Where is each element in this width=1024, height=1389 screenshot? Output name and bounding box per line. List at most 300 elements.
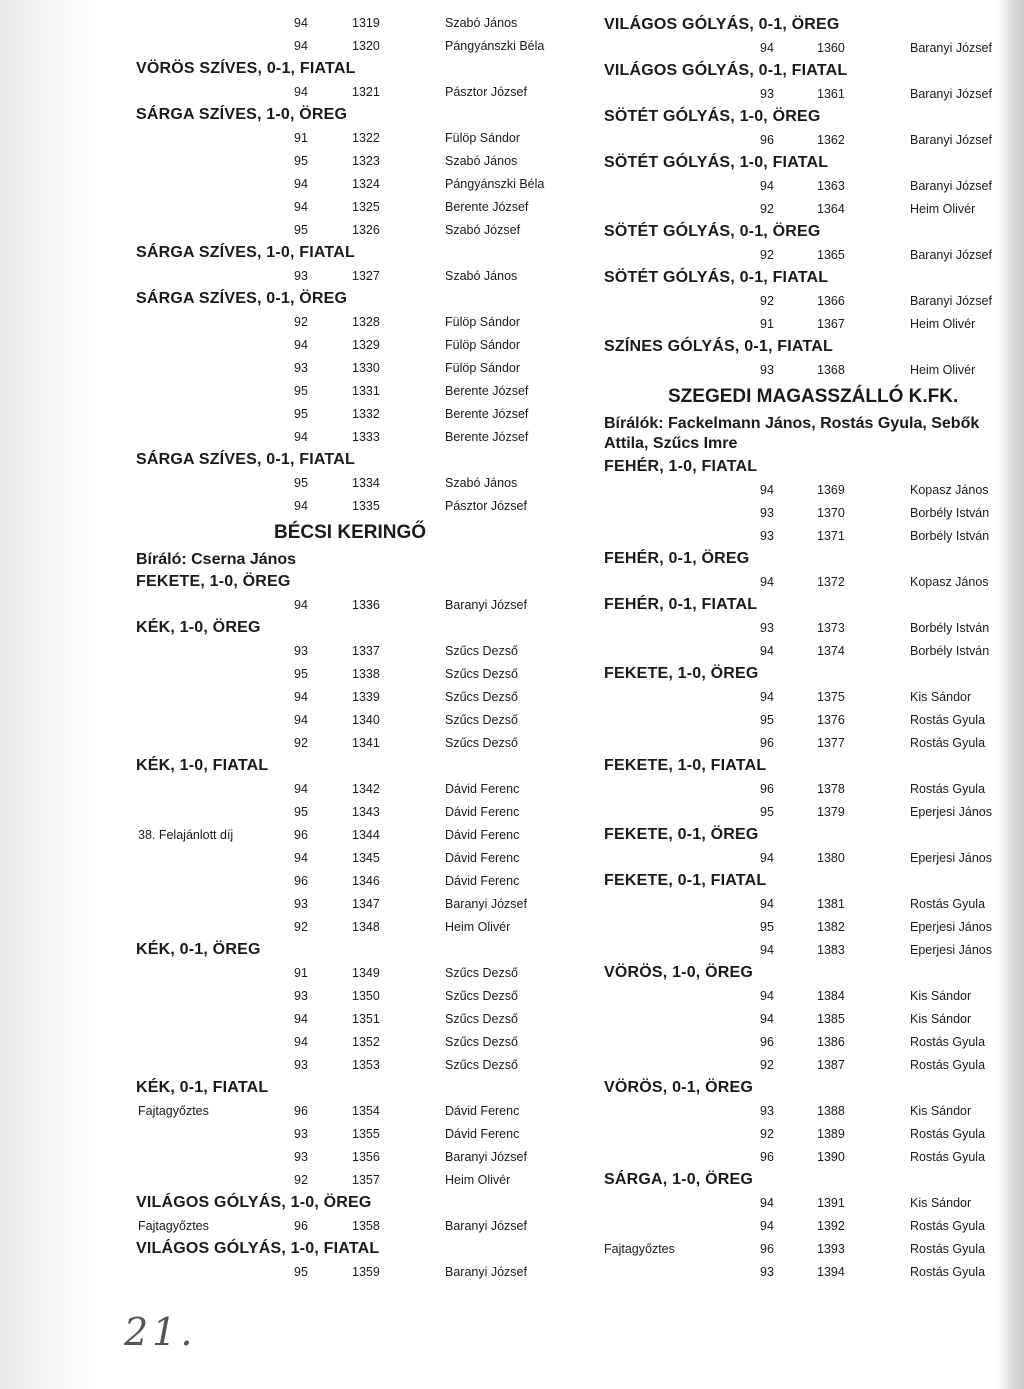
entry-score: 95 <box>294 154 308 168</box>
entry-row <box>604 1058 1004 1074</box>
category-heading: KÉK, 1-0, ÖREG <box>136 619 261 636</box>
category-heading: VÖRÖS SZÍVES, 0-1, FIATAL <box>136 60 356 77</box>
handwritten-page-number: 21. <box>124 1310 197 1354</box>
entry-row <box>136 1104 586 1120</box>
entry-number: 1348 <box>352 920 380 934</box>
category-heading: SÁRGA SZÍVES, 0-1, FIATAL <box>136 451 355 468</box>
entry-owner: Pángyánszki Béla <box>445 39 545 53</box>
entry-owner: Borbély István <box>910 529 990 543</box>
entry-row <box>136 16 586 32</box>
category-heading: FEKETE, 0-1, FIATAL <box>604 872 767 889</box>
entry-number: 1363 <box>817 179 845 193</box>
entry-score: 93 <box>294 989 308 1003</box>
entry-number: 1321 <box>352 85 380 99</box>
entry-owner: Dávid Ferenc <box>445 1104 520 1118</box>
entry-number: 1344 <box>352 828 380 842</box>
entry-owner: Baranyi József <box>445 1265 527 1279</box>
entry-score: 94 <box>760 1012 774 1026</box>
entry-owner: Szűcs Dezső <box>445 690 518 704</box>
entry-row <box>604 133 1004 149</box>
entry-number: 1329 <box>352 338 380 352</box>
entry-row <box>604 1242 1004 1258</box>
judges-line: Bírálók: Fackelmann János, Rostás Gyula, Sebők Attila, Szűcs Imre <box>604 415 980 452</box>
category-heading: VILÁGOS GÓLYÁS, 1-0, FIATAL <box>136 1240 380 1257</box>
entry-row <box>604 529 1004 545</box>
entry-owner: Szűcs Dezső <box>445 644 518 658</box>
entry-number: 1357 <box>352 1173 380 1187</box>
entry-score: 92 <box>294 736 308 750</box>
entry-score: 91 <box>294 131 308 145</box>
entry-score: 93 <box>760 87 774 101</box>
entry-number: 1356 <box>352 1150 380 1164</box>
entry-owner: Baranyi József <box>910 87 992 101</box>
entry-number: 1334 <box>352 476 380 490</box>
entry-owner: Heim Olivér <box>445 1173 511 1187</box>
entry-score: 93 <box>294 644 308 658</box>
entry-owner: Baranyi József <box>910 133 992 147</box>
entry-score: 91 <box>760 317 774 331</box>
entry-score: 94 <box>294 39 308 53</box>
entry-score: 91 <box>294 966 308 980</box>
entry-score: 93 <box>294 897 308 911</box>
entry-owner: Borbély István <box>910 644 990 658</box>
entry-owner: Szűcs Dezső <box>445 1058 518 1072</box>
entry-note: 38. Felajánlott díj <box>138 828 234 842</box>
category-heading: VÖRÖS, 0-1, ÖREG <box>604 1079 754 1096</box>
entry-number: 1367 <box>817 317 845 331</box>
entry-owner: Baranyi József <box>445 897 527 911</box>
entry-row <box>136 223 586 239</box>
entry-score: 94 <box>760 41 774 55</box>
entry-score: 92 <box>294 1173 308 1187</box>
entry-owner: Pásztor József <box>445 499 527 513</box>
entry-number: 1331 <box>352 384 380 398</box>
entry-number: 1341 <box>352 736 380 750</box>
entry-score: 94 <box>760 644 774 658</box>
entry-row <box>136 966 586 982</box>
entry-row <box>604 202 1004 218</box>
entry-row <box>136 989 586 1005</box>
entry-score: 94 <box>760 690 774 704</box>
category-heading: SZÍNES GÓLYÁS, 0-1, FIATAL <box>604 338 833 355</box>
entry-owner: Heim Olivér <box>910 317 976 331</box>
entry-owner: Pásztor József <box>445 85 527 99</box>
entry-score: 92 <box>760 248 774 262</box>
entry-row <box>136 1058 586 1074</box>
entry-number: 1320 <box>352 39 380 53</box>
entry-row <box>136 1150 586 1166</box>
entry-row <box>136 1265 586 1281</box>
entry-number: 1365 <box>817 248 845 262</box>
entry-owner: Berente József <box>445 200 529 214</box>
entry-row <box>604 943 1004 959</box>
entry-number: 1377 <box>817 736 845 750</box>
entry-number: 1340 <box>352 713 380 727</box>
entry-owner: Baranyi József <box>910 179 992 193</box>
section-title: BÉCSI KERINGŐ <box>274 522 427 543</box>
binding-shadow-left <box>0 0 96 1389</box>
entry-score: 92 <box>760 202 774 216</box>
entry-score: 94 <box>760 575 774 589</box>
category-heading: VILÁGOS GÓLYÁS, 0-1, FIATAL <box>604 62 848 79</box>
entry-number: 1381 <box>817 897 845 911</box>
category-heading: VILÁGOS GÓLYÁS, 1-0, ÖREG <box>136 1194 372 1211</box>
entry-score: 93 <box>294 361 308 375</box>
entry-score: 96 <box>760 133 774 147</box>
entry-number: 1345 <box>352 851 380 865</box>
entry-row <box>136 407 586 423</box>
entry-owner: Borbély István <box>910 506 990 520</box>
entry-row <box>136 1219 586 1235</box>
entry-score: 93 <box>760 363 774 377</box>
entry-score: 94 <box>294 713 308 727</box>
entry-owner: Rostás Gyula <box>910 1035 986 1049</box>
judges-line: Bíráló: Cserna János <box>136 551 297 568</box>
entry-row <box>604 317 1004 333</box>
entry-number: 1391 <box>817 1196 845 1210</box>
entry-row <box>136 874 586 890</box>
category-heading: KÉK, 0-1, ÖREG <box>136 941 261 958</box>
entry-row <box>136 269 586 285</box>
entry-owner: Szabó József <box>445 223 521 237</box>
entry-score: 96 <box>294 828 308 842</box>
entry-score: 96 <box>294 1219 308 1233</box>
entry-owner: Dávid Ferenc <box>445 828 520 842</box>
entry-owner: Kis Sándor <box>910 1012 972 1026</box>
entry-number: 1378 <box>817 782 845 796</box>
entry-score: 92 <box>760 294 774 308</box>
category-heading: SÁRGA SZÍVES, 0-1, ÖREG <box>136 290 348 307</box>
category-heading: SÖTÉT GÓLYÁS, 1-0, FIATAL <box>604 154 829 171</box>
entry-number: 1323 <box>352 154 380 168</box>
entry-row <box>604 41 1004 57</box>
entry-number: 1358 <box>352 1219 380 1233</box>
entry-score: 96 <box>760 736 774 750</box>
entry-score: 96 <box>760 1150 774 1164</box>
entry-score: 94 <box>294 177 308 191</box>
entry-owner: Heim Olivér <box>910 363 976 377</box>
entry-score: 94 <box>760 1196 774 1210</box>
entry-score: 94 <box>294 598 308 612</box>
category-heading: SÁRGA, 1-0, ÖREG <box>604 1171 754 1188</box>
entry-owner: Szabó János <box>445 16 518 30</box>
entry-row <box>604 805 1004 821</box>
entry-owner: Fülöp Sándor <box>445 338 521 352</box>
entry-number: 1328 <box>352 315 380 329</box>
entry-row <box>136 338 586 354</box>
entry-owner: Szűcs Dezső <box>445 713 518 727</box>
entry-row <box>136 430 586 446</box>
entry-score: 94 <box>294 851 308 865</box>
entry-note: Fajtagyőztes <box>138 1104 209 1118</box>
entry-number: 1393 <box>817 1242 845 1256</box>
entry-number: 1368 <box>817 363 845 377</box>
entry-number: 1351 <box>352 1012 380 1026</box>
entry-number: 1350 <box>352 989 380 1003</box>
entry-score: 92 <box>294 920 308 934</box>
category-heading: KÉK, 0-1, FIATAL <box>136 1079 269 1096</box>
entry-score: 95 <box>760 713 774 727</box>
entry-row <box>136 499 586 515</box>
entry-row <box>136 154 586 170</box>
entry-owner: Pángyánszki Béla <box>445 177 545 191</box>
entry-owner: Szűcs Dezső <box>445 966 518 980</box>
entry-row <box>136 177 586 193</box>
entry-owner: Rostás Gyula <box>910 1150 986 1164</box>
entry-row <box>604 1150 1004 1166</box>
entry-number: 1384 <box>817 989 845 1003</box>
entry-row <box>136 1012 586 1028</box>
entry-number: 1389 <box>817 1127 845 1141</box>
entry-number: 1330 <box>352 361 380 375</box>
entry-owner: Rostás Gyula <box>910 1058 986 1072</box>
entry-owner: Rostás Gyula <box>910 736 986 750</box>
entry-row <box>604 621 1004 637</box>
entry-number: 1333 <box>352 430 380 444</box>
entry-number: 1376 <box>817 713 845 727</box>
entry-score: 94 <box>760 179 774 193</box>
entry-number: 1375 <box>817 690 845 704</box>
entry-score: 92 <box>760 1058 774 1072</box>
entry-number: 1352 <box>352 1035 380 1049</box>
entry-row <box>136 1035 586 1051</box>
entry-number: 1338 <box>352 667 380 681</box>
entry-number: 1390 <box>817 1150 845 1164</box>
entry-number: 1319 <box>352 16 380 30</box>
entry-owner: Fülöp Sándor <box>445 361 521 375</box>
entry-number: 1366 <box>817 294 845 308</box>
entry-owner: Eperjesi János <box>910 805 992 819</box>
entry-score: 94 <box>294 338 308 352</box>
entry-owner: Szűcs Dezső <box>445 667 518 681</box>
entry-owner: Kis Sándor <box>910 1104 972 1118</box>
entry-number: 1359 <box>352 1265 380 1279</box>
entry-number: 1346 <box>352 874 380 888</box>
entry-row <box>136 85 586 101</box>
entry-row <box>136 920 586 936</box>
entry-number: 1380 <box>817 851 845 865</box>
entry-row <box>136 828 586 844</box>
entry-score: 96 <box>760 1035 774 1049</box>
entry-owner: Szabó János <box>445 154 518 168</box>
entry-owner: Dávid Ferenc <box>445 1127 520 1141</box>
entry-row <box>136 736 586 752</box>
entry-score: 94 <box>760 897 774 911</box>
entry-owner: Rostás Gyula <box>910 1265 986 1279</box>
entry-number: 1343 <box>352 805 380 819</box>
entry-row <box>136 39 586 55</box>
entry-score: 93 <box>760 1104 774 1118</box>
entry-owner: Berente József <box>445 384 529 398</box>
entry-score: 94 <box>294 430 308 444</box>
entry-row <box>604 248 1004 264</box>
entry-row <box>136 897 586 913</box>
entry-owner: Szabó János <box>445 269 518 283</box>
entry-note: Fajtagyőztes <box>604 1242 675 1256</box>
entry-score: 96 <box>294 874 308 888</box>
entry-owner: Eperjesi János <box>910 943 992 957</box>
entry-owner: Dávid Ferenc <box>445 805 520 819</box>
entry-score: 94 <box>294 499 308 513</box>
entry-score: 93 <box>294 1127 308 1141</box>
entry-number: 1324 <box>352 177 380 191</box>
entry-score: 95 <box>294 667 308 681</box>
entry-owner: Szűcs Dezső <box>445 1035 518 1049</box>
entry-number: 1326 <box>352 223 380 237</box>
entry-owner: Dávid Ferenc <box>445 851 520 865</box>
entry-score: 93 <box>760 621 774 635</box>
entry-row <box>136 1173 586 1189</box>
entry-row <box>604 690 1004 706</box>
entry-owner: Rostás Gyula <box>910 713 986 727</box>
entry-row <box>604 851 1004 867</box>
entry-row <box>604 1104 1004 1120</box>
entry-row <box>604 782 1004 798</box>
entry-score: 94 <box>294 200 308 214</box>
entry-score: 93 <box>294 1058 308 1072</box>
entry-number: 1337 <box>352 644 380 658</box>
entry-owner: Rostás Gyula <box>910 1242 986 1256</box>
entry-number: 1339 <box>352 690 380 704</box>
entry-owner: Rostás Gyula <box>910 1219 986 1233</box>
entry-number: 1355 <box>352 1127 380 1141</box>
entry-row <box>604 644 1004 660</box>
entry-owner: Baranyi József <box>910 41 992 55</box>
entry-owner: Baranyi József <box>445 598 527 612</box>
entry-row <box>136 805 586 821</box>
entry-score: 95 <box>294 1265 308 1279</box>
entry-row <box>604 363 1004 379</box>
entry-owner: Heim Olivér <box>910 202 976 216</box>
category-heading: FEHÉR, 0-1, FIATAL <box>604 596 758 613</box>
category-heading: SÖTÉT GÓLYÁS, 1-0, ÖREG <box>604 108 821 125</box>
entry-score: 94 <box>760 943 774 957</box>
entry-owner: Baranyi József <box>910 294 992 308</box>
entry-owner: Kopasz János <box>910 483 989 497</box>
entry-row <box>136 131 586 147</box>
entry-number: 1362 <box>817 133 845 147</box>
entry-row <box>136 644 586 660</box>
entry-score: 95 <box>294 223 308 237</box>
entry-number: 1364 <box>817 202 845 216</box>
entry-score: 93 <box>294 1150 308 1164</box>
entry-owner: Berente József <box>445 407 529 421</box>
entry-score: 94 <box>294 1012 308 1026</box>
entry-row <box>136 384 586 400</box>
category-heading: FEKETE, 1-0, FIATAL <box>604 757 767 774</box>
entry-row <box>604 713 1004 729</box>
entry-row <box>604 179 1004 195</box>
entry-owner: Berente József <box>445 430 529 444</box>
category-heading: FEHÉR, 1-0, FIATAL <box>604 458 758 475</box>
category-heading: VÖRÖS, 1-0, ÖREG <box>604 964 754 981</box>
entry-owner: Szűcs Dezső <box>445 989 518 1003</box>
entry-row <box>604 897 1004 913</box>
entry-number: 1383 <box>817 943 845 957</box>
entry-row <box>136 782 586 798</box>
entry-score: 93 <box>760 506 774 520</box>
entry-score: 94 <box>294 782 308 796</box>
entry-row <box>604 483 1004 499</box>
entry-owner: Rostás Gyula <box>910 782 986 796</box>
entry-row <box>136 598 586 614</box>
entry-score: 93 <box>760 529 774 543</box>
entry-owner: Rostás Gyula <box>910 897 986 911</box>
entry-row <box>604 1127 1004 1143</box>
entry-number: 1354 <box>352 1104 380 1118</box>
entry-row <box>604 1196 1004 1212</box>
entry-score: 95 <box>760 805 774 819</box>
entry-row <box>136 200 586 216</box>
entry-row <box>136 361 586 377</box>
entry-note: Fajtagyőztes <box>138 1219 209 1233</box>
entry-score: 94 <box>760 1219 774 1233</box>
entry-number: 1347 <box>352 897 380 911</box>
category-heading: SÁRGA SZÍVES, 1-0, ÖREG <box>136 106 348 123</box>
entry-row <box>604 736 1004 752</box>
entry-number: 1394 <box>817 1265 845 1279</box>
entry-number: 1335 <box>352 499 380 513</box>
entry-score: 95 <box>294 805 308 819</box>
category-heading: SÖTÉT GÓLYÁS, 0-1, ÖREG <box>604 223 821 240</box>
entry-owner: Baranyi József <box>445 1150 527 1164</box>
entry-score: 94 <box>760 483 774 497</box>
category-heading: FEHÉR, 0-1, ÖREG <box>604 550 750 567</box>
entry-owner: Kis Sándor <box>910 1196 972 1210</box>
entry-score: 96 <box>760 782 774 796</box>
entry-score: 94 <box>760 851 774 865</box>
entry-number: 1372 <box>817 575 845 589</box>
category-heading: FEKETE, 1-0, ÖREG <box>604 665 759 682</box>
entry-owner: Dávid Ferenc <box>445 782 520 796</box>
entry-number: 1370 <box>817 506 845 520</box>
entry-number: 1387 <box>817 1058 845 1072</box>
entry-score: 94 <box>294 85 308 99</box>
category-heading: KÉK, 1-0, FIATAL <box>136 757 269 774</box>
entry-row <box>136 1127 586 1143</box>
entry-number: 1322 <box>352 131 380 145</box>
entry-owner: Fülöp Sándor <box>445 131 521 145</box>
entry-number: 1388 <box>817 1104 845 1118</box>
entry-row <box>604 87 1004 103</box>
entry-row <box>604 1265 1004 1281</box>
entry-number: 1342 <box>352 782 380 796</box>
entry-owner: Rostás Gyula <box>910 1127 986 1141</box>
category-heading: FEKETE, 1-0, ÖREG <box>136 573 291 590</box>
entry-score: 92 <box>760 1127 774 1141</box>
entry-owner: Fülöp Sándor <box>445 315 521 329</box>
entry-row <box>604 1219 1004 1235</box>
entry-number: 1353 <box>352 1058 380 1072</box>
entry-number: 1325 <box>352 200 380 214</box>
category-heading: FEKETE, 0-1, ÖREG <box>604 826 759 843</box>
entry-number: 1392 <box>817 1219 845 1233</box>
entry-number: 1361 <box>817 87 845 101</box>
entry-score: 95 <box>760 920 774 934</box>
entry-row <box>136 713 586 729</box>
entry-number: 1374 <box>817 644 845 658</box>
entry-row <box>604 1035 1004 1051</box>
section-title: SZEGEDI MAGASSZÁLLÓ K.FK. <box>668 386 959 407</box>
entry-owner: Szűcs Dezső <box>445 736 518 750</box>
entry-number: 1332 <box>352 407 380 421</box>
entry-number: 1382 <box>817 920 845 934</box>
entry-row <box>604 920 1004 936</box>
entry-owner: Heim Olivér <box>445 920 511 934</box>
entry-score: 94 <box>294 16 308 30</box>
entry-number: 1327 <box>352 269 380 283</box>
entry-owner: Kis Sándor <box>910 690 972 704</box>
